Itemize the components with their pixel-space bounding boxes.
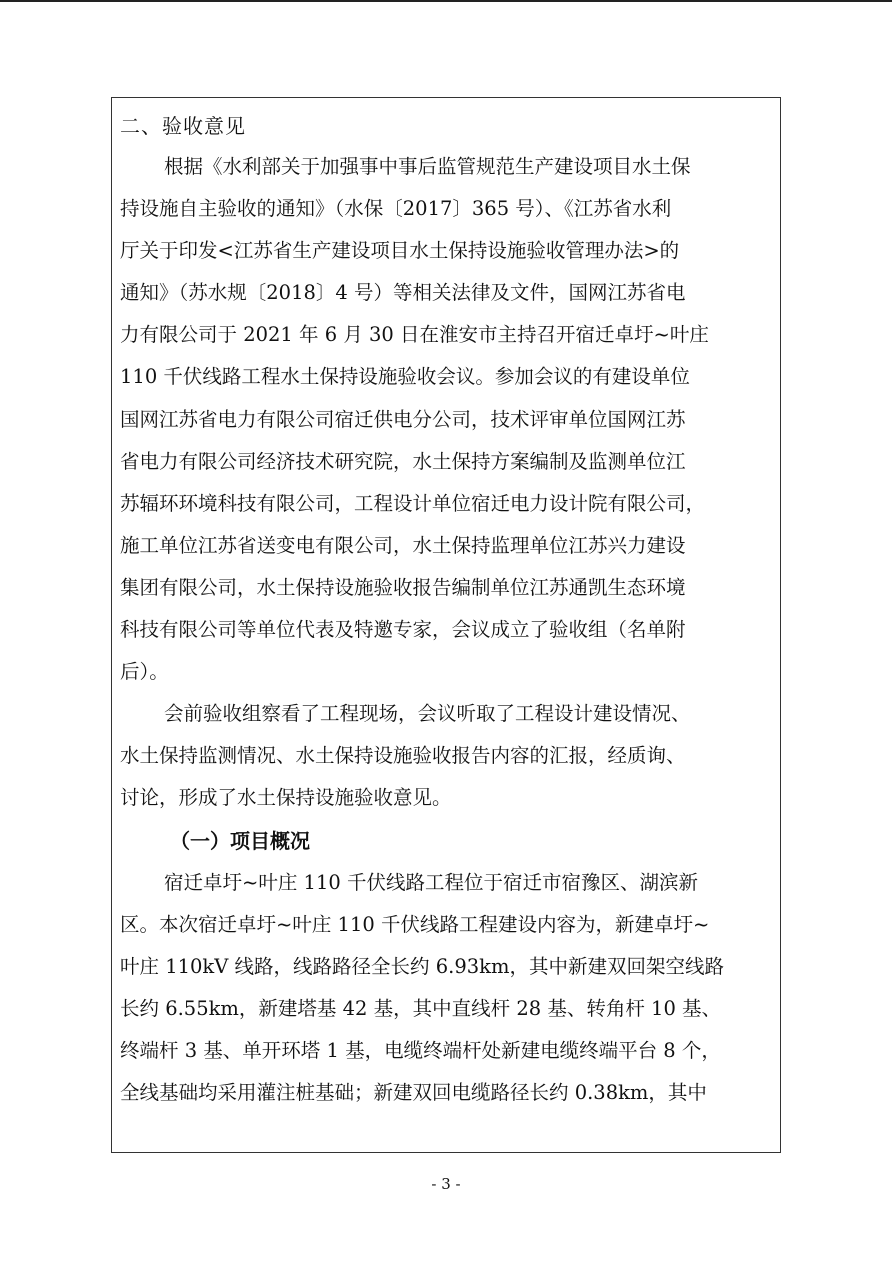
paragraph-meeting (120, 693, 775, 819)
text-line: 厅关于印发<江苏省生产建设项目水土保持设施验收管理办法>的 (120, 239, 680, 263)
text-line: 力有限公司于 2021 年 6 月 30 日在淮安市主持召开宿迁卓圩~叶庄 (120, 323, 709, 347)
page-number: - 3 - (431, 1175, 461, 1193)
text-line: 全线基础均采用灌注桩基础；新建双回电缆路径长约 0.38km，其中 (120, 1081, 707, 1105)
text-line: 水土保持监测情况、水土保持设施验收报告内容的汇报，经质询、 (120, 744, 686, 768)
text-line: 叶庄 110kV 线路，线路路径全长约 6.93km，其中新建双回架空线路 (120, 954, 724, 978)
text-line: 集团有限公司，水土保持设施验收报告编制单位江苏通凯生态环境 (120, 575, 686, 599)
paragraph-project-overview (120, 862, 775, 1115)
text-line: 长约 6.55km，新建塔基 42 基，其中直线杆 28 基、转角杆 10 基、 (120, 996, 722, 1020)
text-line: 科技有限公司等单位代表及特邀专家，会议成立了验收组（名单附 (120, 618, 686, 642)
subsection-title: （一）项目概况 (170, 828, 310, 853)
top-border-line (0, 0, 892, 2)
document-body (120, 106, 775, 1114)
text-line: 通知》（苏水规〔2018〕4 号）等相关法律及文件，国网江苏省电 (120, 281, 686, 305)
text-line: 区。本次宿迁卓圩~叶庄 110 千伏线路工程建设内容为，新建卓圩~ (120, 912, 710, 936)
text-line: 根据《水利部关于加强事中事后监管规范生产建设项目水土保 (164, 155, 691, 178)
text-line: 后）。 (120, 660, 169, 684)
section-title: 二、验收意见 (120, 114, 246, 138)
text-line: 持设施自主验收的通知》（水保〔2017〕365 号）、《江苏省水利 (120, 197, 672, 221)
text-line: 终端杆 3 基、单开环塔 1 基，电缆终端杆处新建电缆终端平台 8 个， (120, 1038, 721, 1062)
text-line: 会前验收组察看了工程现场，会议听取了工程设计建设情况、 (164, 702, 691, 726)
text-line: 苏辐环环境科技有限公司，工程设计单位宿迁电力设计院有限公司， (120, 491, 706, 515)
text-line: 讨论，形成了水土保持设施验收意见。 (120, 786, 452, 810)
text-line: 施工单位江苏省送变电有限公司，水土保持监理单位江苏兴力建设 (120, 533, 686, 557)
text-line: 110 千伏线路工程水土保持设施验收会议。参加会议的有建设单位 (120, 365, 690, 389)
paragraph-basis (120, 146, 775, 693)
text-line: 宿迁卓圩~叶庄 110 千伏线路工程位于宿迁市宿豫区、湖滨新 (164, 870, 698, 894)
text-line: 国网江苏省电力有限公司宿迁供电分公司，技术评审单位国网江苏 (120, 407, 686, 431)
text-line: 省电力有限公司经济技术研究院，水土保持方案编制及监测单位江 (120, 449, 686, 473)
